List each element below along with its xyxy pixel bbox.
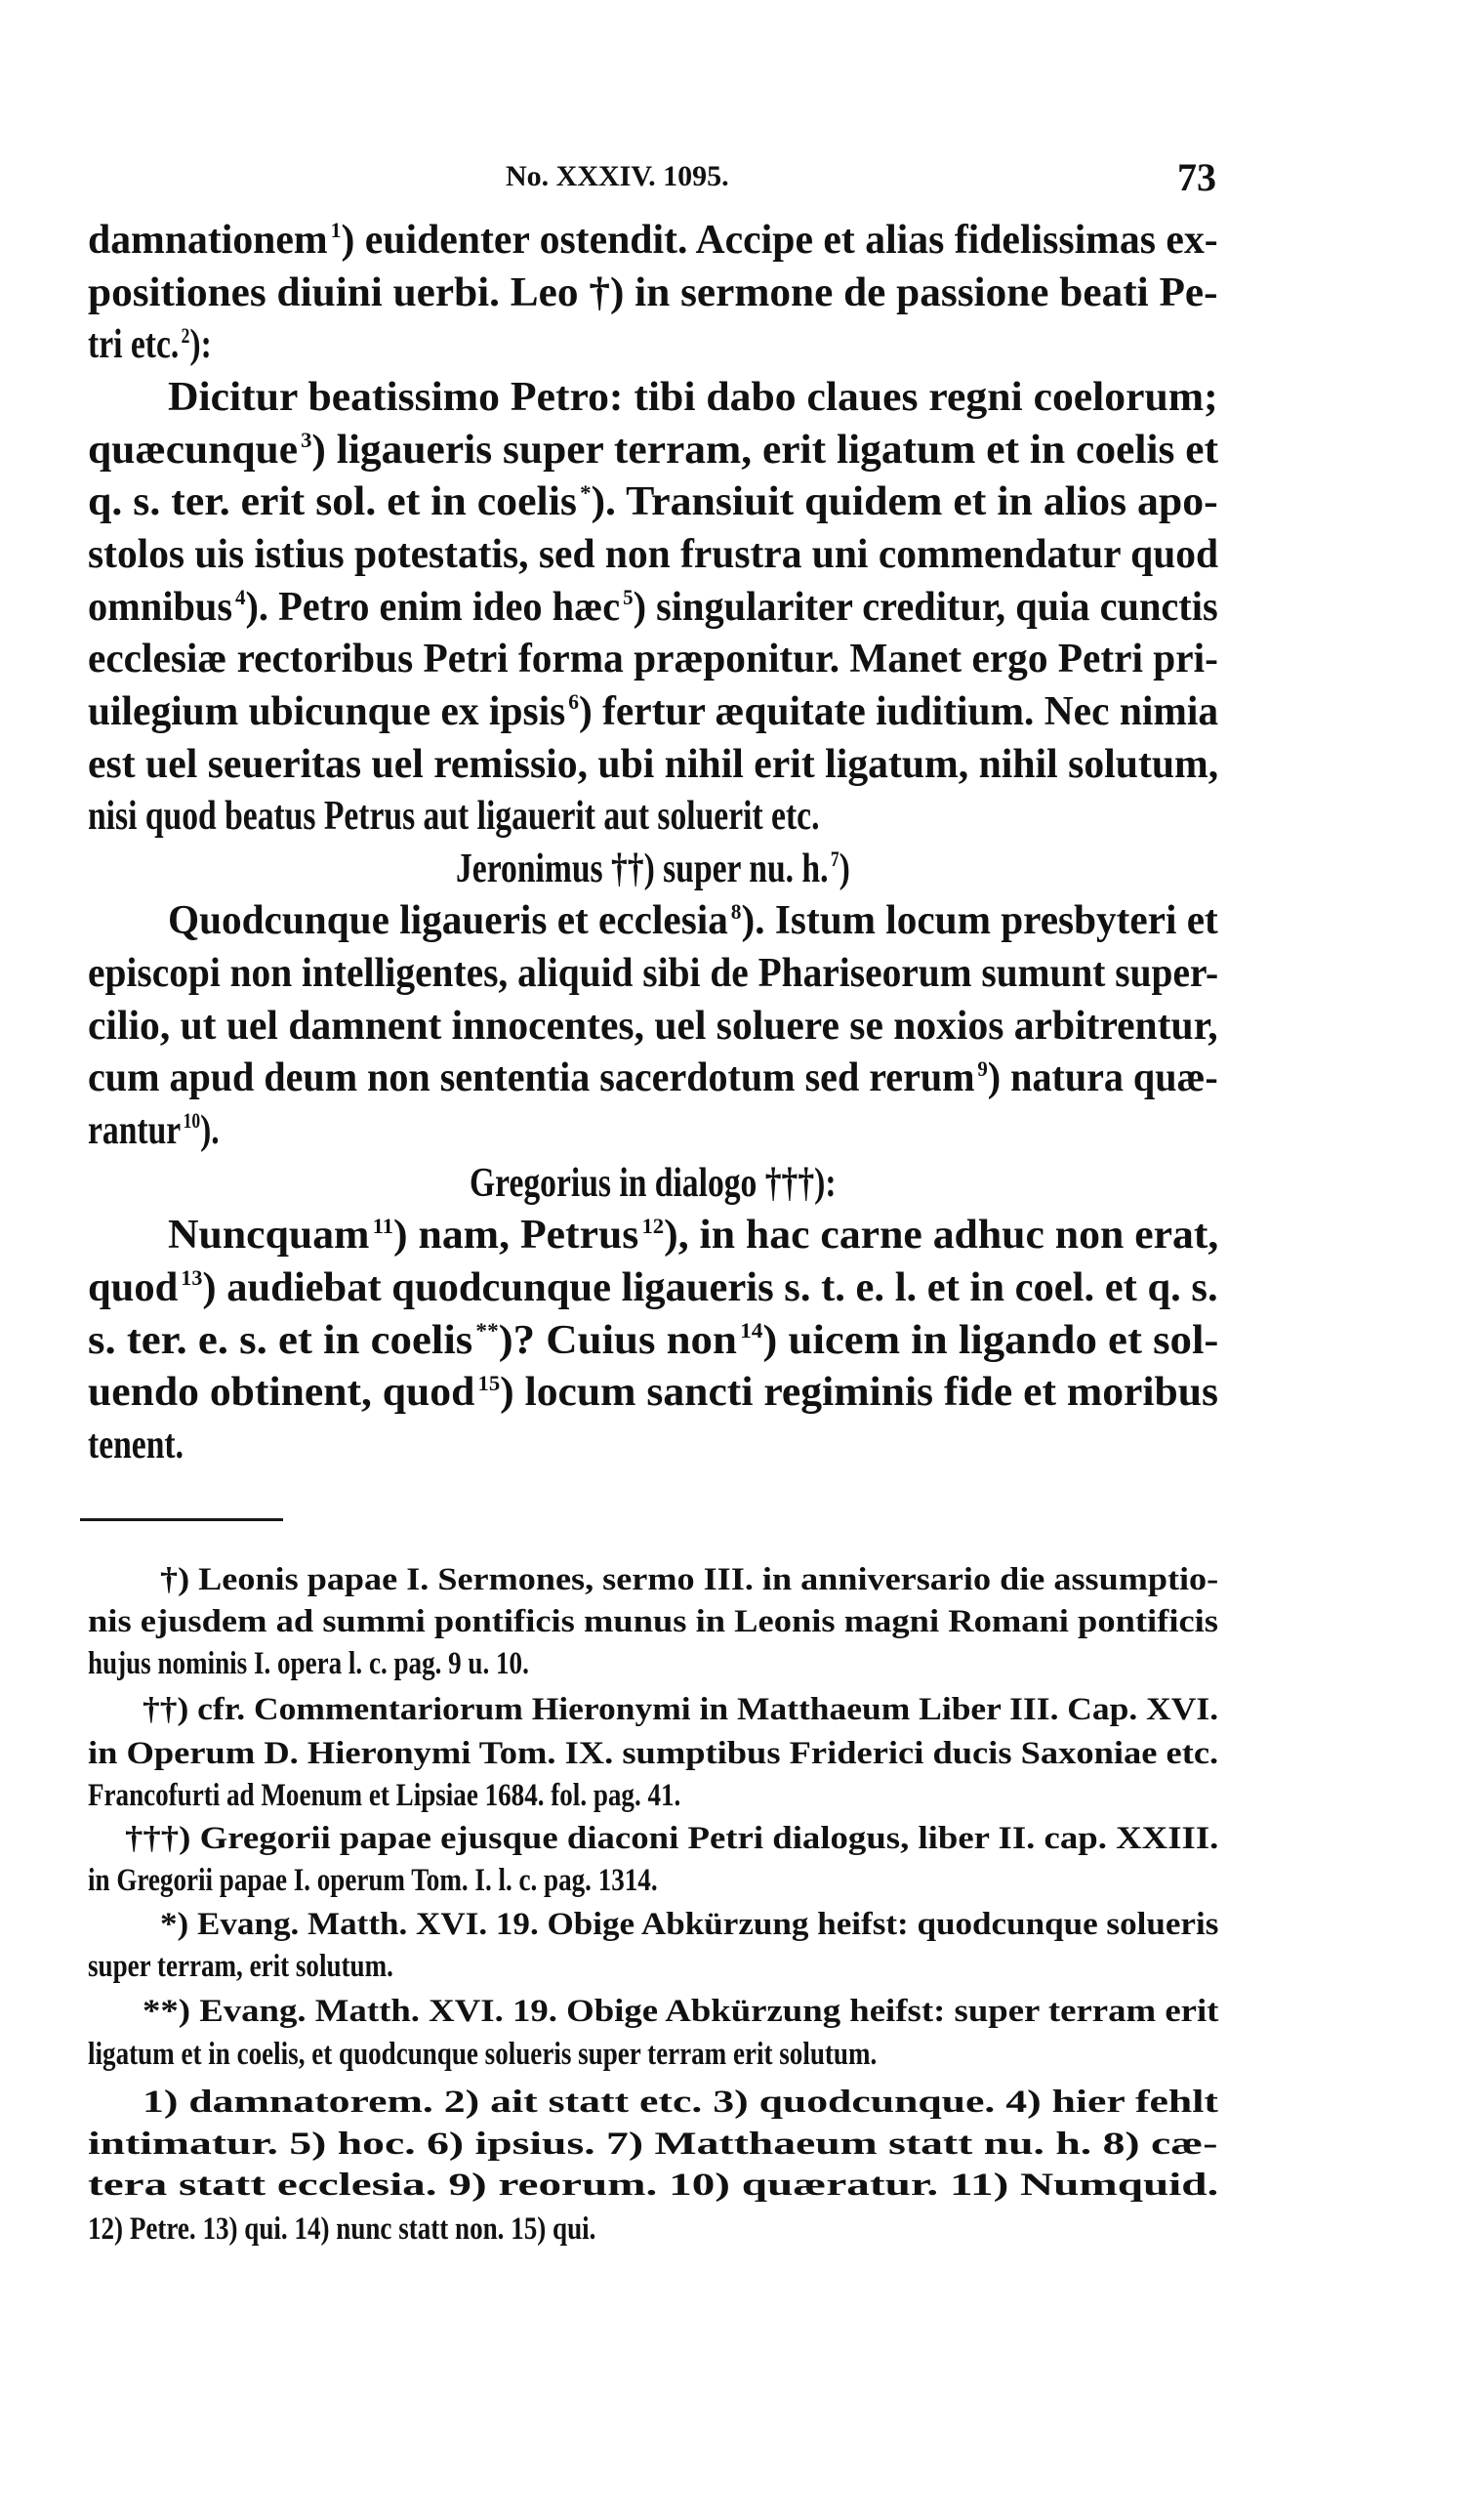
text-run: quod <box>88 1265 179 1310</box>
text-run: †) Leonis papae I. Sermones, sermo III. in anniversario die assumptio- <box>160 1562 1219 1597</box>
body-line <box>168 898 1218 944</box>
footnote-reference: 4 <box>234 585 246 609</box>
footnote-line <box>125 1823 1218 1855</box>
text-run: tera statt ecclesia. 9) reorum. 10) quæratur. 11) Numquid. <box>88 2168 1219 2203</box>
text-run: super terram, erit solutum. <box>88 1949 393 1984</box>
text-run: ). Istum locum presbyteri et <box>741 898 1218 944</box>
body-line <box>88 1422 184 1467</box>
body-line <box>88 531 1219 577</box>
text-run: stolos uis istius potestatis, sed non frustra uni commendatur quod <box>88 531 1219 577</box>
text-run: )? Cuius non <box>498 1317 737 1363</box>
text-run: **) Evang. Matth. XVI. 19. Obige Abkürzung heifst: super terram erit <box>143 1994 1219 2029</box>
footnote-reference: 14 <box>740 1318 763 1343</box>
footnote-line <box>88 1780 680 1812</box>
text-run: ): <box>189 322 212 368</box>
text-run: uilegium ubicunque ex ipsis <box>88 688 566 734</box>
text-run: Francofurti ad Moenum et Lipsiae 1684. fol. pag. 41. <box>88 1778 681 1813</box>
text-run: positiones diuini uerbi. Leo †) in sermone de passione beati Pe- <box>88 269 1218 315</box>
text-run: Dicitur beatissimo Petro: tibi dabo claues regni coelorum; <box>168 374 1218 420</box>
body-line <box>88 1370 1219 1416</box>
footnote-line <box>88 2213 595 2246</box>
text-run: ) ligaueris super terram, erit ligatum et in coelis et <box>311 427 1219 473</box>
body-line <box>470 1160 837 1206</box>
text-run: ). <box>200 1108 220 1154</box>
text-run: ) euidenter ostendit. Accipe et alias fidelissimas ex- <box>341 218 1218 263</box>
text-run: intimatur. 5) hoc. 6) ipsius. 7) Matthaeum statt nu. h. 8) cæ- <box>88 2127 1218 2162</box>
text-run: in Operum D. Hieronymi Tom. IX. sumptibus Friderici ducis Saxoniae etc. <box>88 1736 1219 1771</box>
text-run: tenent. <box>88 1422 184 1467</box>
footnote-reference: 1 <box>330 219 342 243</box>
footnote-line <box>143 1996 1218 2028</box>
text-run: ). Transiuit quidem et in alios apo- <box>591 479 1218 525</box>
body-line <box>88 1108 220 1154</box>
text-run: cilio, ut uel damnent innocentes, uel soluere se noxios arbitrentur, <box>88 1003 1218 1049</box>
text-run: *) Evang. Matth. XVI. 19. Obige Abkürzung heifst: quodcunque solueris <box>160 1907 1219 1942</box>
body-line <box>88 688 1219 734</box>
text-run: ecclesiæ rectoribus Petri forma præponitur. Manet ergo Petri pri- <box>88 637 1218 682</box>
text-run: nis ejusdem ad summi pontificis munus in Leonis magni Romani pontificis <box>88 1604 1219 1639</box>
footnote-reference: 10 <box>183 1109 201 1134</box>
text-run: ††) cfr. Commentariorum Hieronymi in Matthaeum Liber III. Cap. XVI. <box>143 1692 1219 1727</box>
footnote-reference: 5 <box>623 585 634 609</box>
footnote-reference: 13 <box>181 1266 203 1291</box>
footnote-reference: 3 <box>301 428 312 452</box>
text-run: Gregorius in dialogo †††): <box>470 1160 837 1206</box>
text-run: cum apud deum non sententia sacerdotum sed rerum <box>88 1055 975 1101</box>
footnote-line <box>143 2086 1218 2119</box>
text-run: 12) Petre. 13) qui. 14) nunc statt non. 15) qui. <box>88 2211 596 2247</box>
text-run: est uel seueritas uel remissio, ubi nihil erit ligatum, nihil solutum, <box>88 741 1219 787</box>
body-line <box>168 374 1218 420</box>
footnote-line <box>88 2128 1217 2161</box>
body-line <box>88 479 1218 525</box>
text-run: Jeronimus ††) super nu. h. <box>456 846 829 891</box>
text-run: ) locum sancti regiminis fide et moribus <box>500 1370 1219 1416</box>
text-run: ). Petro enim ideo hæc <box>245 584 621 630</box>
text-run: Quodcunque ligaueris et ecclesia <box>168 898 728 944</box>
text-run: ) nam, Petrus <box>393 1213 639 1259</box>
text-run: nisi quod beatus Petrus aut ligauerit aut soluerit etc. <box>88 794 820 840</box>
footnote-line <box>160 1909 1218 1941</box>
footnote-reference: 11 <box>372 1214 394 1238</box>
text-run: ligatum et in coelis, et quodcunque solueris super terram erit solutum. <box>88 2037 878 2072</box>
text-run: s. ter. e. s. et in coelis <box>88 1317 473 1363</box>
footnote-line <box>88 1865 658 1897</box>
footnote-line <box>88 2169 1218 2202</box>
body-line <box>88 584 1218 630</box>
footnote-line <box>143 1694 1218 1726</box>
footnote-reference: 12 <box>641 1214 665 1238</box>
text-run: tri etc. <box>88 322 180 368</box>
footnote-reference: 7 <box>830 847 839 872</box>
running-title: No. XXXIV. 1095. <box>506 160 729 192</box>
text-run: Nuncquam <box>168 1213 370 1259</box>
text-run: ) fertur æquitate iuditium. Nec nimia <box>578 688 1219 734</box>
text-run: damnationem <box>88 218 328 263</box>
footnote-reference: 9 <box>977 1056 988 1081</box>
footnote-reference: 6 <box>568 690 579 715</box>
text-run: omnibus <box>88 584 233 630</box>
body-line <box>456 848 850 889</box>
page-number: 73 <box>1177 155 1216 199</box>
body-line <box>88 1003 1218 1049</box>
body-line <box>88 741 1219 787</box>
body-line <box>88 1317 1219 1363</box>
body-line <box>88 794 820 840</box>
text-run: †††) Gregorii papae ejusque diaconi Petri dialogus, liber II. cap. XXIII. <box>125 1821 1219 1856</box>
body-line <box>168 1213 1219 1259</box>
footnote-line <box>88 2039 877 2071</box>
footnote-separator-rule <box>80 1518 283 1521</box>
text-run: quæcunque <box>88 427 299 473</box>
text-run: in Gregorii papae I. operum Tom. I. l. c. pag. 1314. <box>88 1863 658 1898</box>
footnote-reference: 15 <box>477 1371 501 1395</box>
text-run: ) natura quæ- <box>987 1055 1218 1101</box>
text-run: 1) damnatorem. 2) ait statt etc. 3) quodcunque. 4) hier fehlt <box>143 2085 1218 2120</box>
text-run: q. s. ter. erit sol. et in coelis <box>88 479 577 525</box>
body-line <box>88 1055 1218 1101</box>
footnote-line <box>88 1738 1218 1770</box>
text-run: ) audiebat quodcunque ligaueris s. t. e. l. et in coel. et q. s. <box>202 1265 1218 1310</box>
footnote-line <box>88 1648 529 1680</box>
body-line <box>88 1267 1218 1308</box>
footnote-reference: 2 <box>181 323 190 348</box>
body-line <box>88 639 1218 680</box>
text-run: ), in hac carne adhuc non erat, <box>664 1213 1219 1259</box>
text-run: ) singulariter creditur, quia cunctis <box>633 584 1218 630</box>
footnote-reference: * <box>580 480 592 505</box>
body-line <box>88 951 1219 997</box>
text-run: rantur <box>88 1108 182 1154</box>
footnote-reference: ** <box>475 1318 499 1343</box>
text-run: hujus nominis I. opera l. c. pag. 9 u. 10. <box>88 1646 529 1681</box>
text-run: uendo obtinent, quod <box>88 1370 475 1416</box>
footnote-line <box>88 1951 393 1983</box>
text-run: episcopi non intelligentes, aliquid sibi de Phariseorum sumunt super- <box>88 951 1219 997</box>
footnote-reference: 8 <box>730 899 742 924</box>
body-line <box>88 220 1218 261</box>
footnote-line <box>88 1606 1218 1638</box>
footnote-line <box>160 1564 1218 1596</box>
text-run: ) <box>839 846 850 891</box>
body-line <box>88 269 1218 315</box>
body-line <box>88 322 212 368</box>
text-run: ) uicem in ligando et sol- <box>762 1317 1219 1363</box>
body-line <box>88 427 1219 473</box>
